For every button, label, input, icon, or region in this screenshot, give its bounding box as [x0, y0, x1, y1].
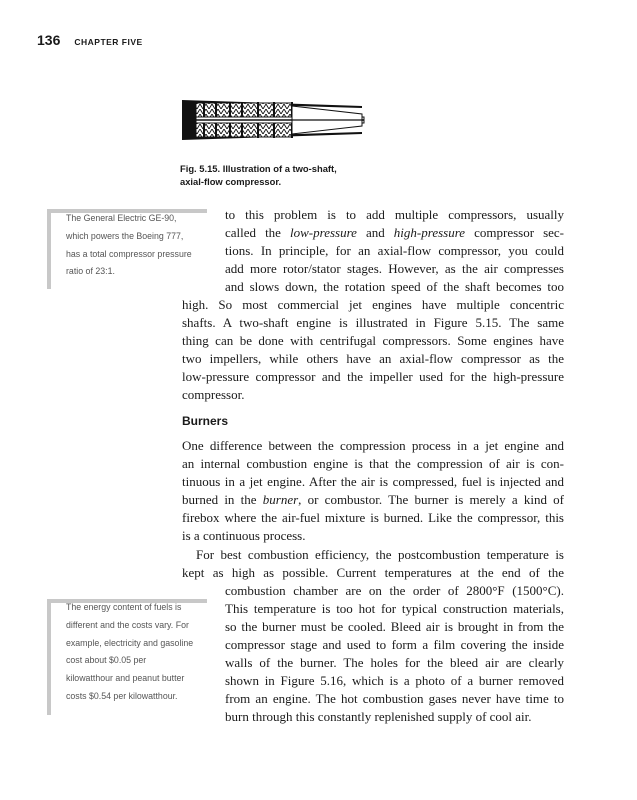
- body-text-line: This temperature is too hot for typical construction materials,: [225, 601, 564, 616]
- body-text-line: compressor.: [182, 387, 245, 402]
- text-run-italic: low-pressure: [290, 225, 357, 240]
- sidebar-line: different and the costs vary. For: [66, 619, 189, 630]
- sidebar-line: which powers the Boeing 777,: [66, 230, 184, 241]
- sidebar-note-text: [66, 599, 206, 706]
- body-text-line: burn through this constantly replenished supply of cool air.: [225, 709, 532, 724]
- sidebar-line: ratio of 23:1.: [66, 266, 115, 277]
- figure-caption: [180, 162, 400, 188]
- body-text-line: firebox where the air-fuel mixture is burned. Like the compressor, this: [182, 510, 564, 525]
- body-text-line: add more rotor/stator stages. However, as the air compresses: [225, 261, 564, 276]
- body-text-line: [225, 224, 564, 242]
- text-run: compressor sec-: [465, 225, 564, 240]
- sidebar-line: The energy content of fuels is: [66, 602, 182, 612]
- body-text-line: high. So most commercial jet engines have multiple concentric: [182, 297, 564, 312]
- sidebar-line: kilowatthour and peanut butter: [66, 673, 185, 684]
- text-run: and: [356, 225, 394, 240]
- chapter-label: CHAPTER FIVE: [74, 37, 143, 47]
- body-text-line: thing can be done with centrifugal compressors. Some engines have: [182, 333, 564, 348]
- body-text-line: from an engine. The hot combustion gases never have time to: [225, 691, 564, 706]
- sidebar-note-text: [66, 210, 204, 281]
- body-text-line: and slows down, the rotation speed of the shaft becomes too: [225, 279, 564, 294]
- body-text-line: For best combustion efficiency, the postcombustion temperature is: [196, 547, 564, 562]
- body-text-line: low-pressure compressor and the impeller used for the high-pressure: [182, 369, 564, 384]
- body-text-line: combustion chamber are on the order of 2800°F (1500°C).: [225, 583, 564, 598]
- figure-caption-line: axial-flow compressor.: [180, 176, 282, 187]
- page-number: 136: [37, 32, 61, 48]
- body-text-line: [182, 491, 564, 509]
- sidebar-line: has a total compressor pressure: [66, 248, 192, 259]
- body-text-line: shafts. A two-shaft engine is illustrated in Figure 5.15. The same: [182, 315, 564, 330]
- body-text-line: tions. In principle, for an axial-flow compressor, you could: [225, 243, 564, 258]
- body-text-line: kept as high as possible. Current temperatures at the end of the: [182, 565, 564, 580]
- sidebar-line: cost about $0.05 per: [66, 655, 147, 666]
- body-text-line: One difference between the compression process in a jet engine and: [182, 438, 564, 453]
- sidebar-bracket-left: [47, 599, 51, 715]
- figure-caption-line: Fig. 5.15. Illustration of a two-shaft,: [180, 163, 337, 174]
- body-text-line: to this problem is to add multiple compressors, usually: [225, 207, 564, 222]
- body-text-line: is a continuous process.: [182, 528, 306, 543]
- text-run-italic: high-pressure: [393, 225, 466, 240]
- section-heading: Burners: [182, 414, 229, 428]
- text-run: , or combustor. The burner is merely a kind of: [298, 492, 565, 507]
- running-header: [37, 32, 143, 46]
- body-text-line: two impellers, while others have an axial-flow compressor as the: [182, 351, 564, 366]
- body-text-line: compressor stage and used to form a film covering the inside: [225, 637, 564, 652]
- body-text-line: shown in Figure 5.16, which is a photo of a burner removed: [225, 673, 564, 688]
- text-run-italic: burner: [262, 492, 299, 507]
- sidebar-bracket-left: [47, 209, 51, 289]
- text-run: burned in the: [182, 492, 263, 507]
- sidebar-line: The General Electric GE-90,: [66, 213, 177, 223]
- compressor-illustration: [176, 84, 368, 156]
- body-text-line: tinuous in a jet engine. After the air is compressed, fuel is injected and: [182, 474, 564, 489]
- text-run: called the: [225, 225, 290, 240]
- body-text-line: walls of the burner. The holes for the bleed air are clearly: [225, 655, 564, 670]
- body-text-line: so the burner must be cooled. Bleed air is brought in from the: [225, 619, 564, 634]
- sidebar-line: example, electricity and gasoline: [66, 637, 194, 648]
- body-text-line: an internal combustion engine is that the compression of air is con-: [182, 456, 564, 471]
- sidebar-line: costs $0.54 per kilowatthour.: [66, 690, 178, 701]
